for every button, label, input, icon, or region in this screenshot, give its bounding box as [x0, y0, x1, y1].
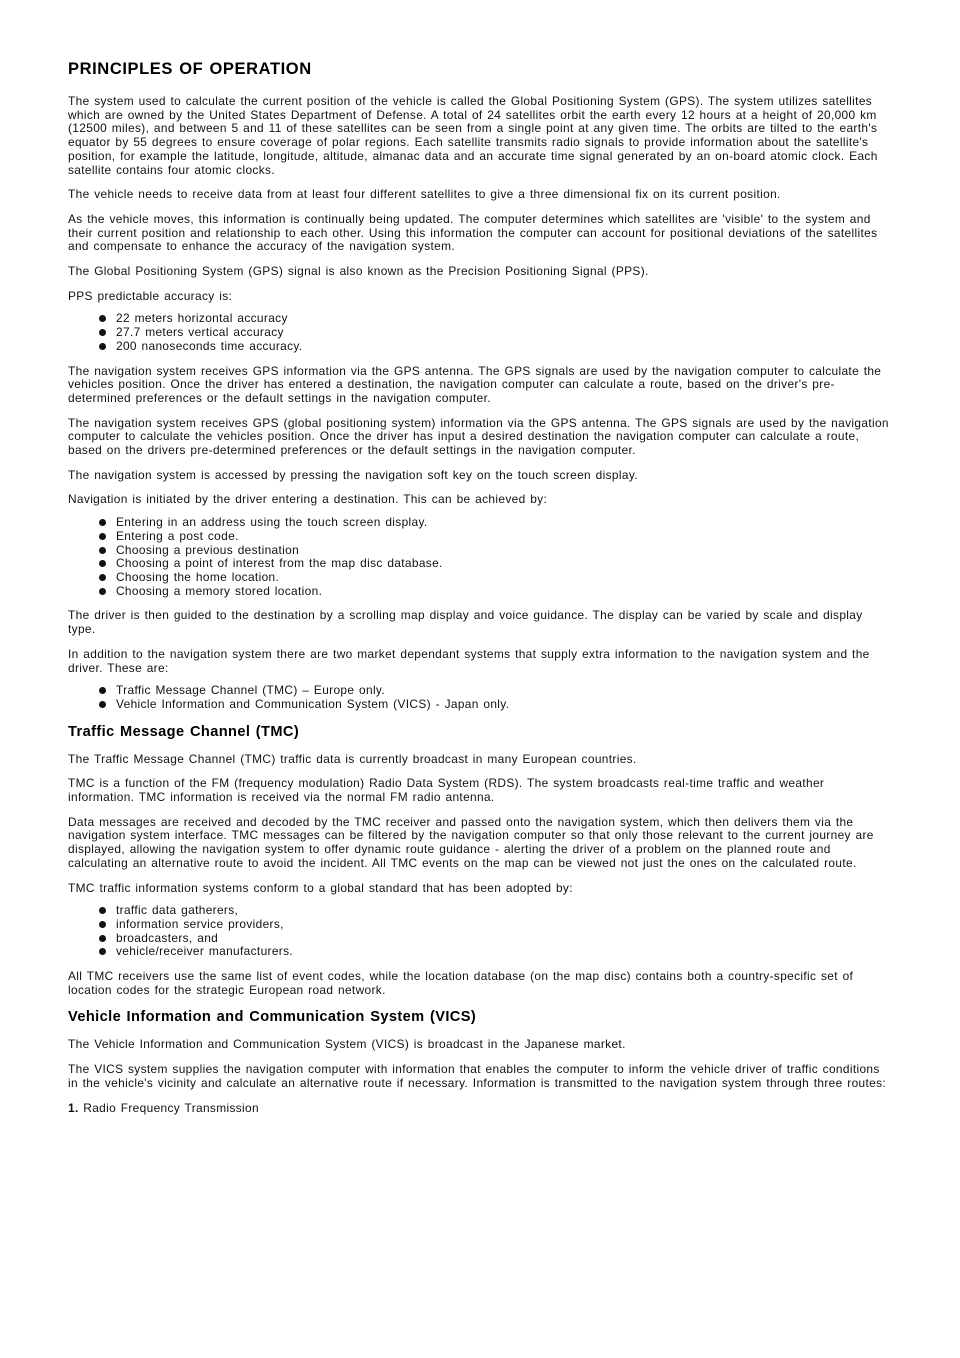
- section-heading-tmc: Traffic Message Channel (TMC): [68, 723, 300, 740]
- bullet-icon: [99, 701, 106, 708]
- list-item: Traffic Message Channel (TMC) – Europe only.: [116, 684, 894, 698]
- bullet-icon: [99, 519, 106, 526]
- market-list: [68, 684, 894, 711]
- bullet-icon: [99, 315, 106, 322]
- tmc-paragraph: TMC traffic information systems conform to a global standard that has been adopted by:: [68, 880, 573, 895]
- list-item: 27.7 meters vertical accuracy: [116, 326, 894, 340]
- route-label: Radio Frequency Transmission: [83, 1100, 259, 1115]
- route-number: 1.: [68, 1100, 79, 1115]
- page-title: PRINCIPLES OF OPERATION: [68, 60, 312, 78]
- list-item: 22 meters horizontal accuracy: [116, 312, 894, 326]
- nav-paragraph: The navigation system receives GPS information via the GPS antenna. The GPS signals are used by the navigation computer to calculate the vehicles position. Once the driver has entered a destination, the navigation computer can calculate a route, based on the driver's pre-determined preferences or the default settings in the navigation computer.: [68, 363, 882, 405]
- guidance-paragraph: The driver is then guided to the destination by a scrolling map display and voice guidance. The display can be varied by scale and display type.: [68, 608, 863, 637]
- bullet-icon: [99, 560, 106, 567]
- list-item: information service providers,: [116, 918, 894, 932]
- tmc-paragraph: The Traffic Message Channel (TMC) traffic data is currently broadcast in many European countries.: [68, 751, 637, 766]
- section-heading-vics: Vehicle Information and Communication System (VICS): [68, 1009, 477, 1026]
- list-item: vehicle/receiver manufacturers.: [116, 945, 894, 959]
- list-item: Choosing the home location.: [116, 571, 894, 585]
- tmc-list: [68, 904, 894, 959]
- bullet-icon: [99, 574, 106, 581]
- bullet-icon: [99, 588, 106, 595]
- bullet-icon: [99, 533, 106, 540]
- nav-paragraph: Navigation is initiated by the driver entering a destination. This can be achieved by:: [68, 492, 548, 507]
- list-item: 200 nanoseconds time accuracy.: [116, 340, 894, 354]
- intro-paragraph: The system used to calculate the current position of the vehicle is called the Global Positioning System (GPS). The system utilizes satellites which are owned by the United States Department of Defense. A total of 24 satellites orbit the earth every 12 hours at a height of 20,000 km (12500 miles), and between 5 and 11 of these satellites can be seen from a single point at any given time. The orbits are tilted to the earth's equator by 55 degrees to ensure coverage of polar regions. Each satellite transmits radio signals to provide information about the satellite's position, for example the latitude, longitude, altitude, almanac data and an accurate time signal generated by an on-board atomic clock. Each satellite contains four atomic clocks.: [68, 94, 878, 177]
- nav-paragraph: The navigation system receives GPS (global positioning system) information via the GPS antenna. The GPS signals are used by the navigation computer to calculate the vehicles position. Once the driver has input a desired destination the navigation computer can calculate a route, based on the drivers pre-determined preferences or the default settings in the navigation computer.: [68, 415, 889, 458]
- bullet-icon: [99, 687, 106, 694]
- bullet-icon: [99, 547, 106, 554]
- tmc-closing-paragraph: All TMC receivers use the same list of event codes, while the location database (on the map disc) contains both a country-specific set of location codes for the strategic European road network.: [68, 969, 854, 997]
- destination-list: [68, 516, 894, 598]
- list-item: Choosing a previous destination: [116, 544, 894, 558]
- guidance-paragraph: In addition to the navigation system there are two market dependant systems that supply extra information to the navigation system and the driver. These are:: [68, 646, 870, 675]
- bullet-icon: [99, 948, 106, 955]
- tmc-paragraph: Data messages are received and decoded by the TMC receiver and passed onto the navigation system, which then delivers them via the navigation system interface. TMC messages can be filtered by the navigation computer so that only those relevant to the current journey are displayed, allowing the navigation system to offer dynamic route guidance - alerting the driver of a problem on the planned route and calculating an alternative route to avoid the incident. All TMC events on the map can be viewed not just the ones on the calculated route.: [68, 814, 874, 870]
- bullet-icon: [99, 907, 106, 914]
- bullet-icon: [99, 329, 106, 336]
- intro-paragraph: The vehicle needs to receive data from at least four different satellites to give a three dimensional fix on its current position.: [68, 187, 781, 202]
- document-page: [68, 58, 894, 1126]
- list-item: Entering in an address using the touch screen display.: [116, 516, 894, 530]
- bullet-icon: [99, 935, 106, 942]
- bullet-icon: [99, 343, 106, 350]
- tmc-paragraph: TMC is a function of the FM (frequency modulation) Radio Data System (RDS). The system broadcasts real-time traffic and weather information. TMC information is received via the normal FM radio antenna.: [68, 776, 825, 805]
- vics-paragraph: The Vehicle Information and Communication System (VICS) is broadcast in the Japanese market.: [68, 1037, 626, 1052]
- list-item: Choosing a point of interest from the map disc database.: [116, 557, 894, 571]
- intro-paragraph: The Global Positioning System (GPS) signal is also known as the Precision Positioning Signal (PPS).: [68, 264, 649, 279]
- intro-paragraph: PPS predictable accuracy is:: [68, 288, 233, 303]
- list-item: traffic data gatherers,: [116, 904, 894, 918]
- list-item: Choosing a memory stored location.: [116, 585, 894, 599]
- list-item: broadcasters, and: [116, 932, 894, 946]
- vics-paragraph: The VICS system supplies the navigation computer with information that enables the computer to inform the vehicle driver of traffic conditions in the vehicle's vicinity and calculate an alternative route if necessary. Information is transmitted to the navigation system through three routes:: [68, 1062, 887, 1090]
- list-item: Vehicle Information and Communication System (VICS) - Japan only.: [116, 698, 894, 712]
- accuracy-list: [68, 312, 894, 353]
- bullet-icon: [99, 921, 106, 928]
- nav-paragraph: The navigation system is accessed by pressing the navigation soft key on the touch screen display.: [68, 467, 638, 482]
- list-item: Entering a post code.: [116, 530, 894, 544]
- intro-paragraph: As the vehicle moves, this information is continually being updated. The computer determines which satellites are 'visible' to the system and their current position and relationship to each other. Using this information the computer can account for positional deviations of the satellites and compensate to enhance the accuracy of the navigation system.: [68, 211, 878, 254]
- vics-route-item: [68, 1102, 894, 1116]
